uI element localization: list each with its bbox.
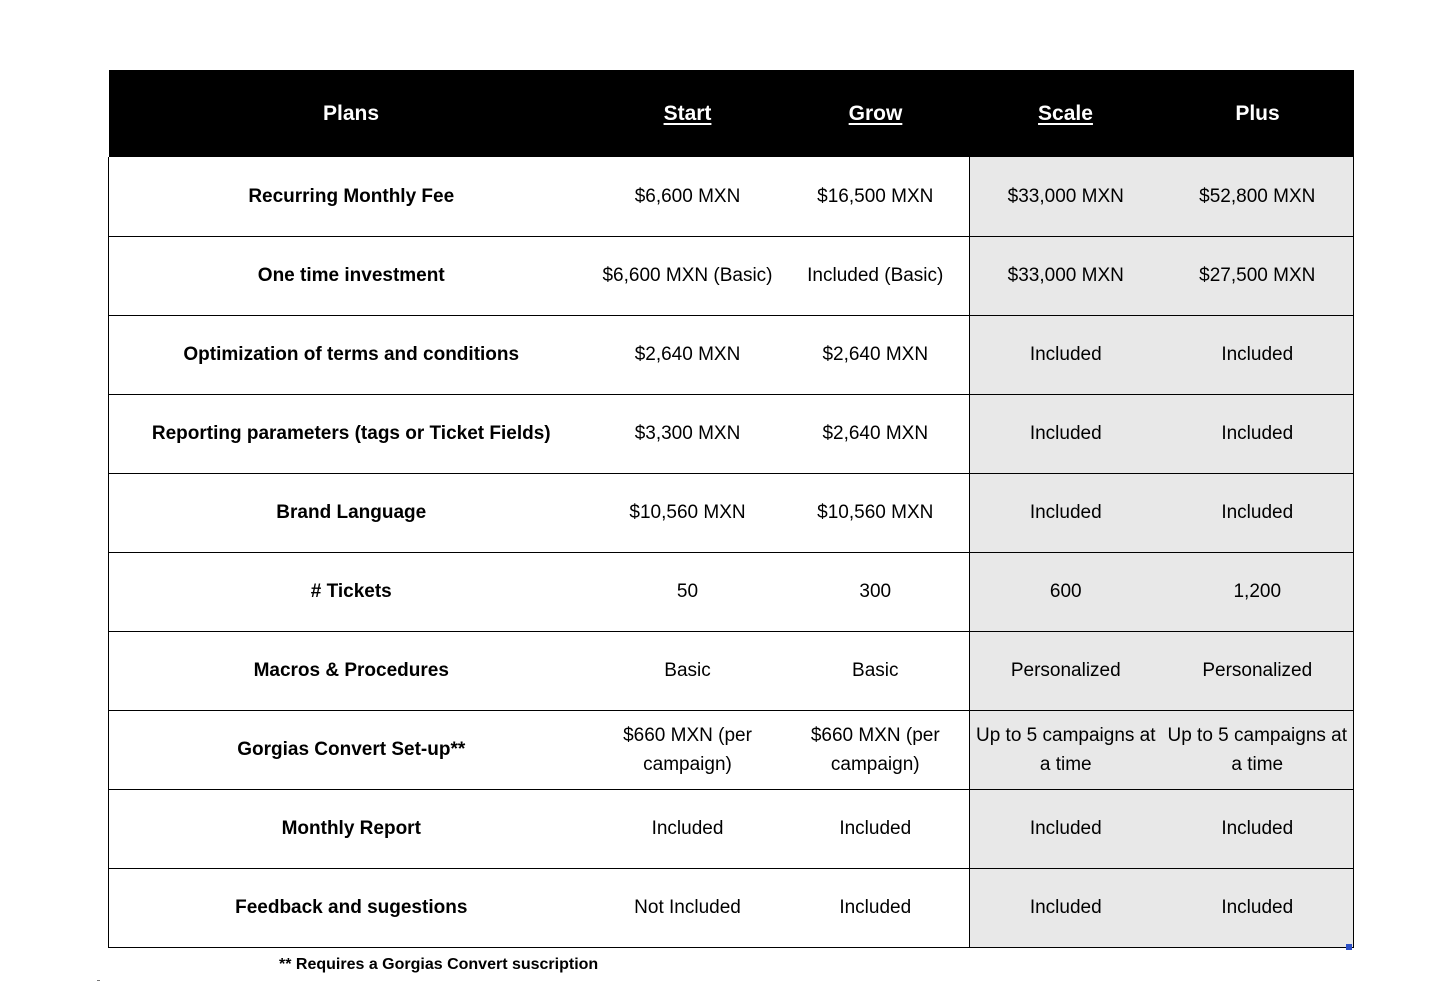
cell-grow: $16,500 MXN <box>817 185 934 207</box>
cell-plus: Included <box>1162 868 1354 947</box>
row-label: Brand Language <box>109 473 594 552</box>
cell-scale: Personalized <box>970 631 1162 710</box>
cell-start: $3,300 MXN <box>594 394 782 473</box>
row-label: Optimization of terms and conditions <box>109 315 594 394</box>
table-row <box>109 552 1354 631</box>
plan-scale-link[interactable]: Scale <box>1038 101 1093 125</box>
selection-handle-icon <box>1346 944 1352 950</box>
table-row <box>109 631 1354 710</box>
row-label: Monthly Report <box>109 789 594 868</box>
header-plan-scale[interactable] <box>970 70 1162 157</box>
cell-scale: Included <box>970 394 1162 473</box>
header-plan-grow[interactable] <box>782 70 970 157</box>
cell-grow: $660 MXN (per campaign) <box>782 710 970 789</box>
cell-start: $2,640 MXN <box>594 315 782 394</box>
row-label: Feedback and sugestions <box>109 868 594 947</box>
cell-scale: Included <box>970 473 1162 552</box>
row-label: Macros & Procedures <box>109 631 594 710</box>
cell-grow: 300 <box>782 552 970 631</box>
table-row <box>109 789 1354 868</box>
cell-grow: Included <box>782 789 970 868</box>
cell-plus: Included <box>1162 394 1354 473</box>
cell-start: $10,560 MXN <box>594 473 782 552</box>
table-row <box>109 157 1354 236</box>
cell-scale: Included <box>970 789 1162 868</box>
footnote: ** Requires a Gorgias Convert suscription <box>279 956 599 973</box>
cell-start: Basic <box>594 631 782 710</box>
cell-start: Not Included <box>594 868 782 947</box>
plan-grow-link[interactable]: Grow <box>848 101 903 125</box>
cell-start: Included <box>594 789 782 868</box>
table-row <box>109 315 1354 394</box>
cell-scale: Included <box>970 315 1162 394</box>
cell-plus: Up to 5 campaigns at a time <box>1162 710 1354 789</box>
cell-plus: Included <box>1162 789 1354 868</box>
cell-scale: $33,000 MXN <box>970 157 1162 236</box>
cell-grow: $2,640 MXN <box>782 315 970 394</box>
table-row <box>109 394 1354 473</box>
cell-grow: Basic <box>782 631 970 710</box>
cell-start: $6,600 MXN (Basic) <box>594 236 782 315</box>
table-row <box>109 710 1354 789</box>
plan-start-link[interactable]: Start <box>663 101 712 125</box>
cell-scale: Up to 5 campaigns at a time <box>970 710 1162 789</box>
cell-grow: $2,640 MXN <box>782 394 970 473</box>
row-label: # Tickets <box>109 552 594 631</box>
table-row <box>109 236 1354 315</box>
header-plans-label: Plans <box>109 70 594 157</box>
cell-scale: $33,000 MXN <box>970 236 1162 315</box>
cell-start: 50 <box>594 552 782 631</box>
cell-start: $6,600 MXN <box>634 185 741 207</box>
cell-grow: Included (Basic) <box>782 236 970 315</box>
table-row <box>109 868 1354 947</box>
cell-plus: Included <box>1162 315 1354 394</box>
table-body <box>109 157 1354 947</box>
table-row <box>109 473 1354 552</box>
row-label: One time investment <box>109 236 594 315</box>
cell-scale: 600 <box>970 552 1162 631</box>
row-label: Reporting parameters (tags or Ticket Fields) <box>109 394 594 473</box>
row-label: Recurring Monthly Fee <box>109 157 594 236</box>
page-margin-mark <box>97 980 100 981</box>
cell-grow: $10,560 MXN <box>782 473 970 552</box>
cell-scale: Included <box>970 868 1162 947</box>
cell-plus: 1,200 <box>1162 552 1354 631</box>
cell-grow: Included <box>782 868 970 947</box>
row-label: Gorgias Convert Set-up** <box>109 710 594 789</box>
header-row <box>109 70 1354 157</box>
cell-plus: $27,500 MXN <box>1162 236 1354 315</box>
cell-plus: $52,800 MXN <box>1162 157 1354 236</box>
cell-start: $660 MXN (per campaign) <box>594 710 782 789</box>
header-plan-plus: Plus <box>1162 70 1354 157</box>
header-plan-start[interactable] <box>594 70 782 157</box>
cell-plus: Included <box>1162 473 1354 552</box>
pricing-table <box>108 70 1354 948</box>
cell-plus: Personalized <box>1162 631 1354 710</box>
